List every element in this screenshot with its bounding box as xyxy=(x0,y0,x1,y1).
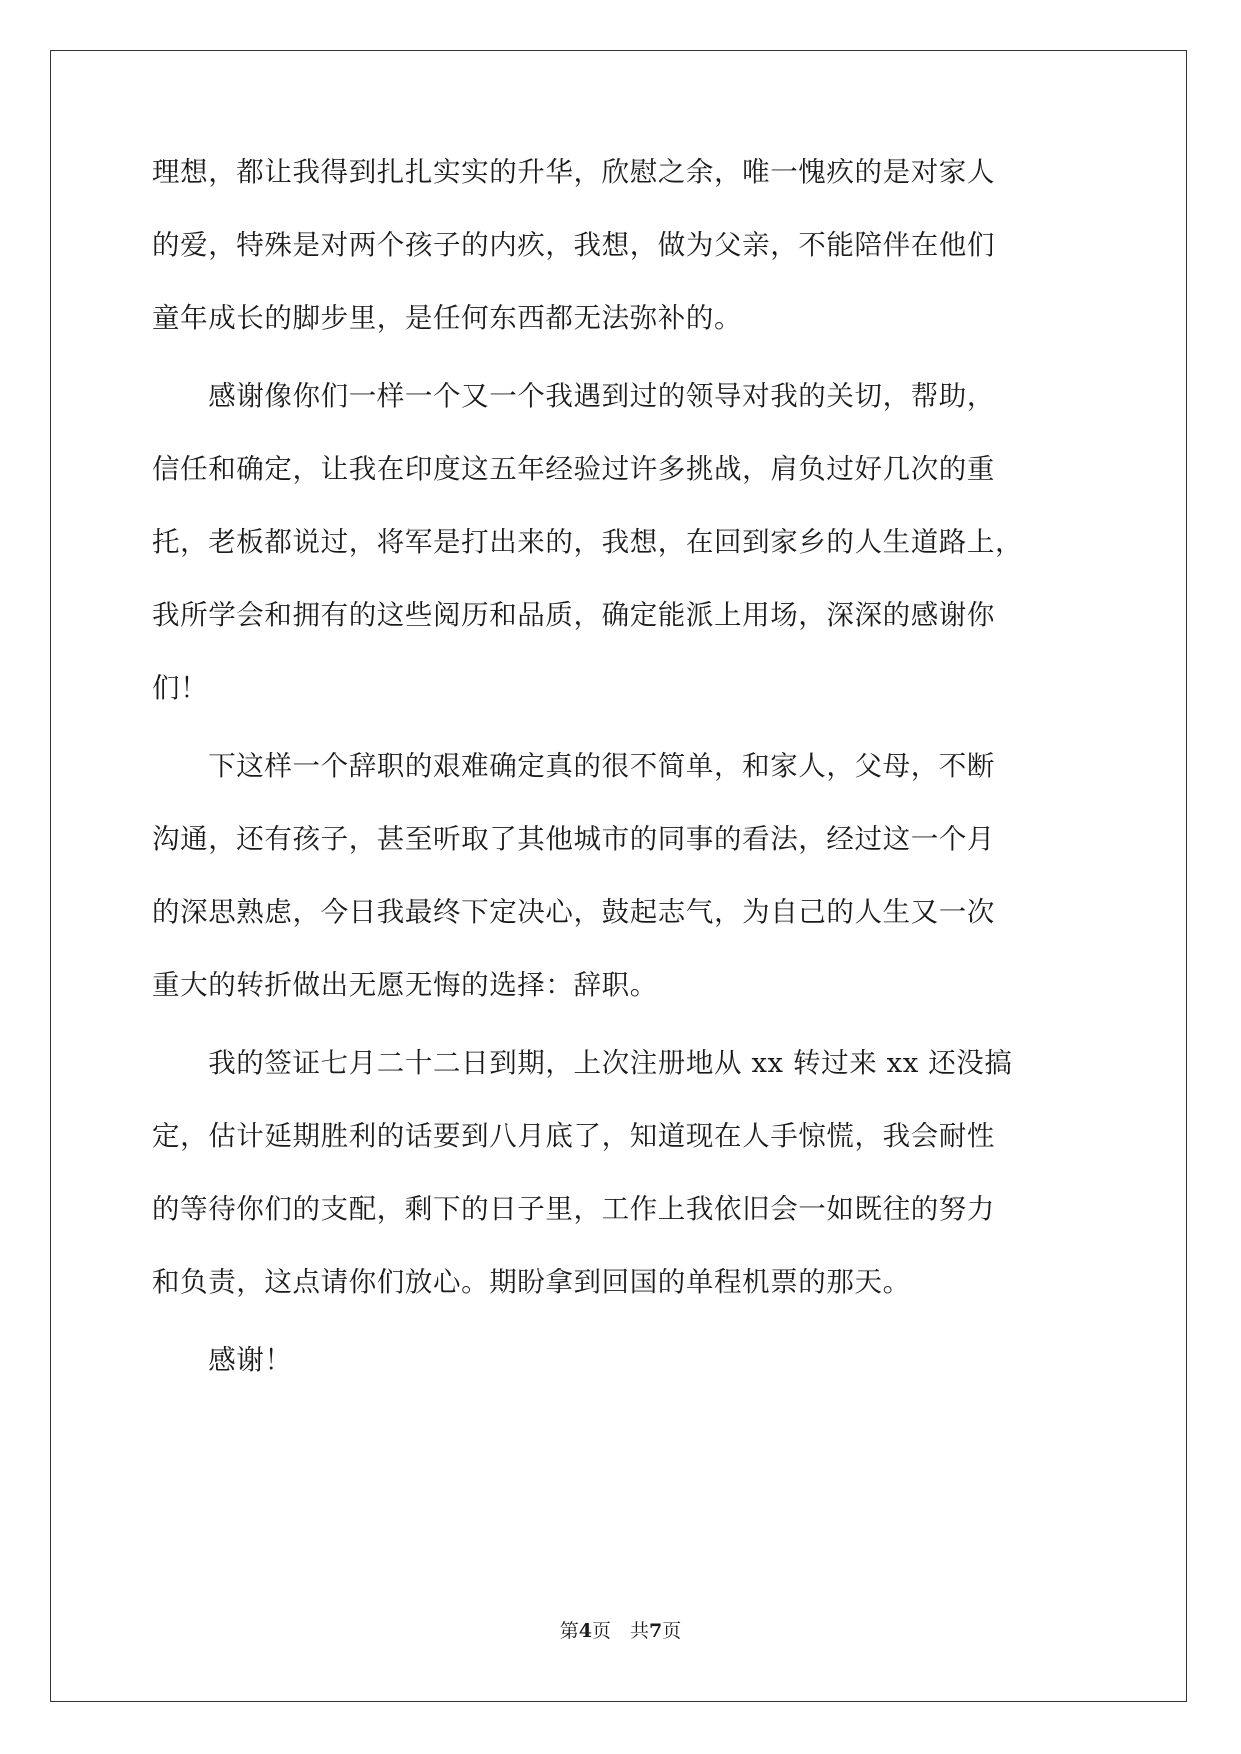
page-border xyxy=(50,50,1187,1702)
footer-mid: 页 共 xyxy=(591,1620,649,1642)
footer-page-number: 4 xyxy=(578,1620,592,1642)
footer-suffix: 页 xyxy=(662,1620,682,1642)
footer-prefix: 第 xyxy=(559,1620,579,1642)
body-line: 感谢！ xyxy=(152,1344,293,1376)
body-line: 感谢像你们一样一个又一个我遇到过的领导对我的关切，帮助， xyxy=(152,380,995,412)
body-line: 托，老板都说过，将军是打出来的，我想，在回到家乡的人生道路上， xyxy=(152,526,1024,558)
body-line: 下这样一个辞职的艰难确定真的很不简单，和家人，父母，不断 xyxy=(152,750,995,782)
body-line: 的等待你们的支配，剩下的日子里，工作上我依旧会一如既往的努力 xyxy=(152,1193,995,1225)
body-line: 和负责，这点请你们放心。期盼拿到回国的单程机票的那天。 xyxy=(152,1266,911,1298)
body-line: 童年成长的脚步里，是任何东西都无法弥补的。 xyxy=(152,302,743,334)
body-line: 我的签证七月二十二日到期，上次注册地从 xx 转过来 xx 还没搞 xyxy=(152,1047,1013,1079)
page-footer xyxy=(0,1622,1241,1641)
body-line: 沟通，还有孩子，甚至听取了其他城市的同事的看法，经过这一个月 xyxy=(152,823,995,855)
body-line: 的爱，特殊是对两个孩子的内疚，我想，做为父亲，不能陪伴在他们 xyxy=(152,229,995,261)
body-line: 理想，都让我得到扎扎实实的升华，欣慰之余，唯一愧疚的是对家人 xyxy=(152,156,995,188)
body-line: 们！ xyxy=(152,672,209,704)
body-line: 定，估计延期胜利的话要到八月底了，知道现在人手惊慌，我会耐性 xyxy=(152,1120,995,1152)
footer-total-pages: 7 xyxy=(649,1620,663,1642)
body-line: 重大的转折做出无愿无悔的选择：辞职。 xyxy=(152,969,658,1001)
body-line: 我所学会和拥有的这些阅历和品质，确定能派上用场，深深的感谢你 xyxy=(152,599,995,631)
body-line: 信任和确定，让我在印度这五年经验过许多挑战，肩负过好几次的重 xyxy=(152,453,995,485)
body-line: 的深思熟虑，今日我最终下定决心，鼓起志气，为自己的人生又一次 xyxy=(152,896,995,928)
